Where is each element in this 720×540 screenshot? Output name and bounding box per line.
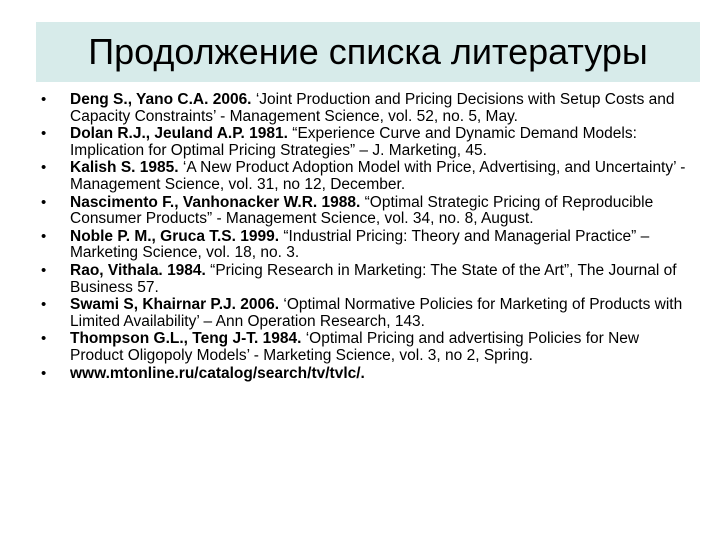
ref-author: Rao, Vithala. <box>70 261 163 279</box>
ref-author: Deng S., Yano C.A. <box>70 91 209 108</box>
ref-title-source: “Industrial Pricing: Theory and Managerial Practice” – Marketing Science, vol. 18, no. 3. <box>70 227 650 262</box>
ref-year: 1981. <box>249 125 288 143</box>
ref-author: Kalish S. <box>70 159 136 177</box>
list-item <box>0 92 720 125</box>
bullet-icon: • <box>41 364 47 382</box>
reference-list <box>0 92 720 383</box>
bullet-icon: • <box>41 91 47 108</box>
list-item <box>0 195 720 228</box>
list-item <box>0 263 720 296</box>
bullet-icon: • <box>41 125 47 143</box>
ref-author: Noble P. M., Gruca T.S. <box>70 227 236 245</box>
ref-title-source: “Pricing Research in Marketing: The State of the Art”, The Journal of Business 57. <box>70 261 677 296</box>
ref-title-source: “Optimal Strategic Pricing of Reproducible Consumer Products” - Management Science, vol. 34, no. 8, August. <box>70 193 654 228</box>
slide-title: Продолжение списка литературы <box>88 31 648 72</box>
list-item <box>0 297 720 330</box>
list-item <box>0 229 720 262</box>
ref-title-source: ‘Optimal Normative Policies for Marketing of Products with Limited Availability’ – Ann Operation Research, 143. <box>70 296 683 330</box>
ref-author: Thompson G.L., Teng J-T. <box>70 330 259 348</box>
ref-year: 1984. <box>262 330 302 348</box>
ref-year: 2006. <box>240 296 280 314</box>
ref-author: Nascimento F., Vanhonacker W.R. <box>70 193 318 211</box>
bullet-icon: • <box>41 193 47 211</box>
ref-year: 1999. <box>240 227 280 245</box>
title-banner <box>36 22 700 82</box>
bullet-icon: • <box>41 330 47 348</box>
list-item <box>0 331 720 364</box>
ref-title-source: ‘Optimal Pricing and advertising Policies for New Product Oligopoly Models’ - Marketing Science, vol. 3, no 2, Spring. <box>70 330 640 364</box>
list-item <box>0 366 720 383</box>
bullet-icon: • <box>41 296 47 314</box>
bullet-icon: • <box>41 227 47 245</box>
ref-year: 2006. <box>212 91 252 108</box>
bullet-icon: • <box>41 159 47 177</box>
ref-year: 1988. <box>321 193 361 211</box>
list-item <box>0 160 720 193</box>
list-item <box>0 126 720 159</box>
bullet-icon: • <box>41 261 47 279</box>
ref-title-source: ‘Joint Production and Pricing Decisions with Setup Costs and Capacity Constraints’ - Management Science, vol. 52, no. 5, May. <box>70 91 675 125</box>
ref-year: 1985. <box>139 159 179 177</box>
ref-author: Swami S, Khairnar P.J. <box>70 296 236 314</box>
ref-title-source: ‘A New Product Adoption Model with Price, Advertising, and Uncertainty’ - Management Science, vol. 31, no 12, December. <box>70 159 686 193</box>
ref-title-source: “Experience Curve and Dynamic Demand Models: Implication for Optimal Pricing Strategies” – J. Marketing, 45. <box>70 125 637 159</box>
ref-year: 1984. <box>167 261 206 279</box>
ref-author: Dolan R.J., Jeuland A.P. <box>70 125 245 143</box>
ref-url: www.mtonline.ru/catalog/search/tv/tvlc/. <box>70 364 365 382</box>
